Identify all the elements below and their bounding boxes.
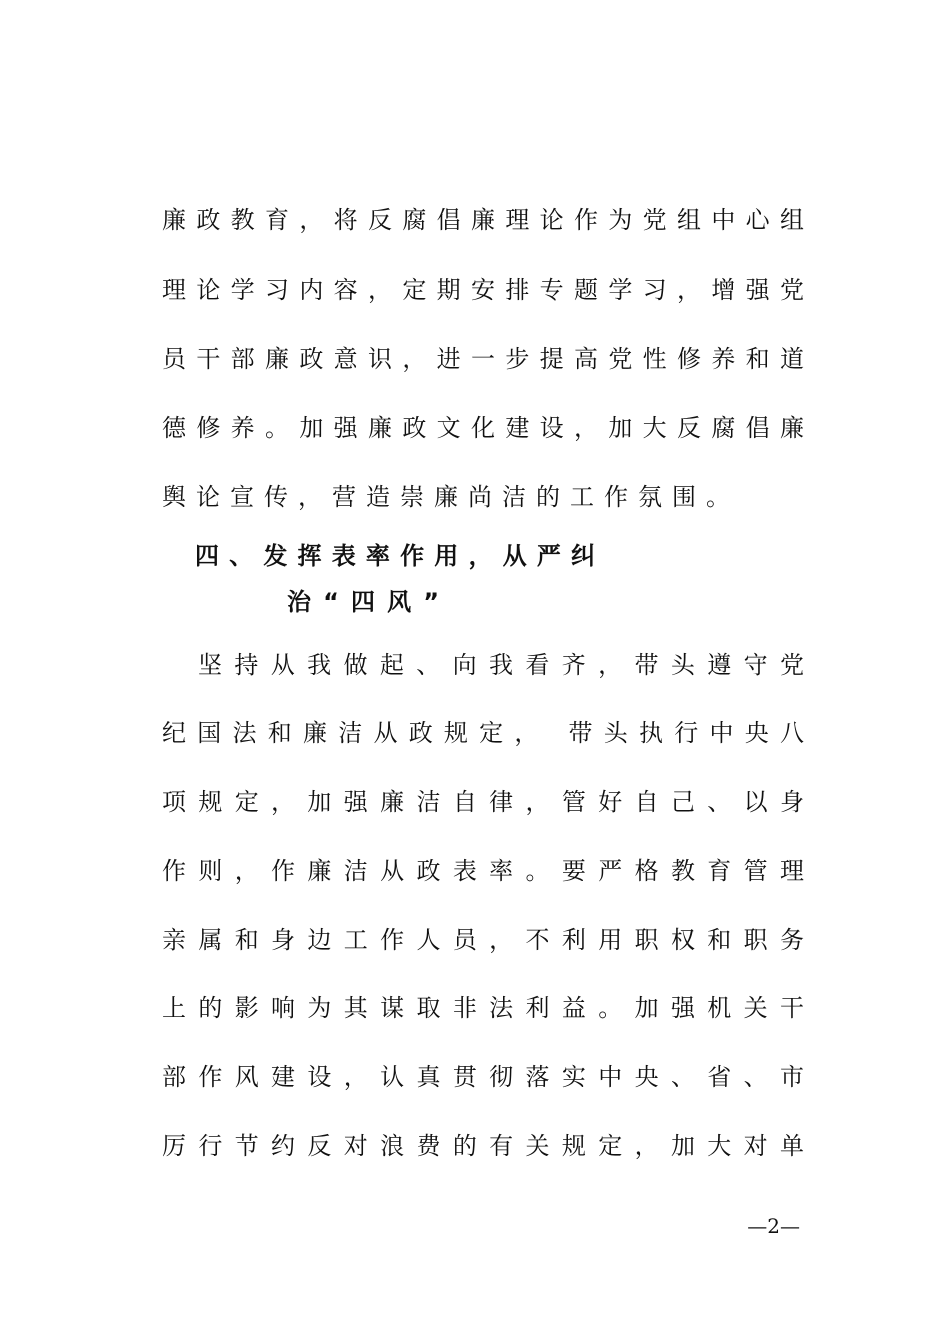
- paragraph-line: 上的影响为其谋取非法利益。加强机关干: [162, 994, 804, 1022]
- section-heading-continuation: 治“四风”: [287, 588, 439, 616]
- section-heading: 四、发挥表率作用，从严纠: [195, 542, 595, 570]
- page-number: —2—: [747, 1214, 800, 1238]
- paragraph-line: 员干部廉政意识，进一步提高党性修养和道: [162, 345, 804, 373]
- paragraph-line: 作则，作廉洁从政表率。要严格教育管理: [162, 857, 804, 885]
- paragraph-line: 项规定，加强廉洁自律，管好自己、以身: [162, 788, 804, 816]
- paragraph-line: 厉行节约反对浪费的有关规定，加大对单: [162, 1132, 804, 1160]
- paragraph-line: 坚持从我做起、向我看齐，带头遵守党: [198, 651, 804, 679]
- paragraph-line: 廉政教育，将反腐倡廉理论作为党组中心组: [162, 206, 804, 234]
- paragraph-line: 舆论宣传，营造崇廉尚洁的工作氛围。: [162, 483, 730, 511]
- paragraph-line: 德修养。加强廉政文化建设，加大反腐倡廉: [162, 414, 804, 442]
- paragraph-line: 理论学习内容，定期安排专题学习，增强党: [162, 276, 804, 304]
- paragraph-line: 部作风建设，认真贯彻落实中央、省、市: [162, 1063, 804, 1091]
- paragraph-line: 亲属和身边工作人员，不利用职权和职务: [162, 926, 804, 954]
- paragraph-line: 纪国法和廉洁从政规定， 带头执行中央八: [162, 719, 804, 747]
